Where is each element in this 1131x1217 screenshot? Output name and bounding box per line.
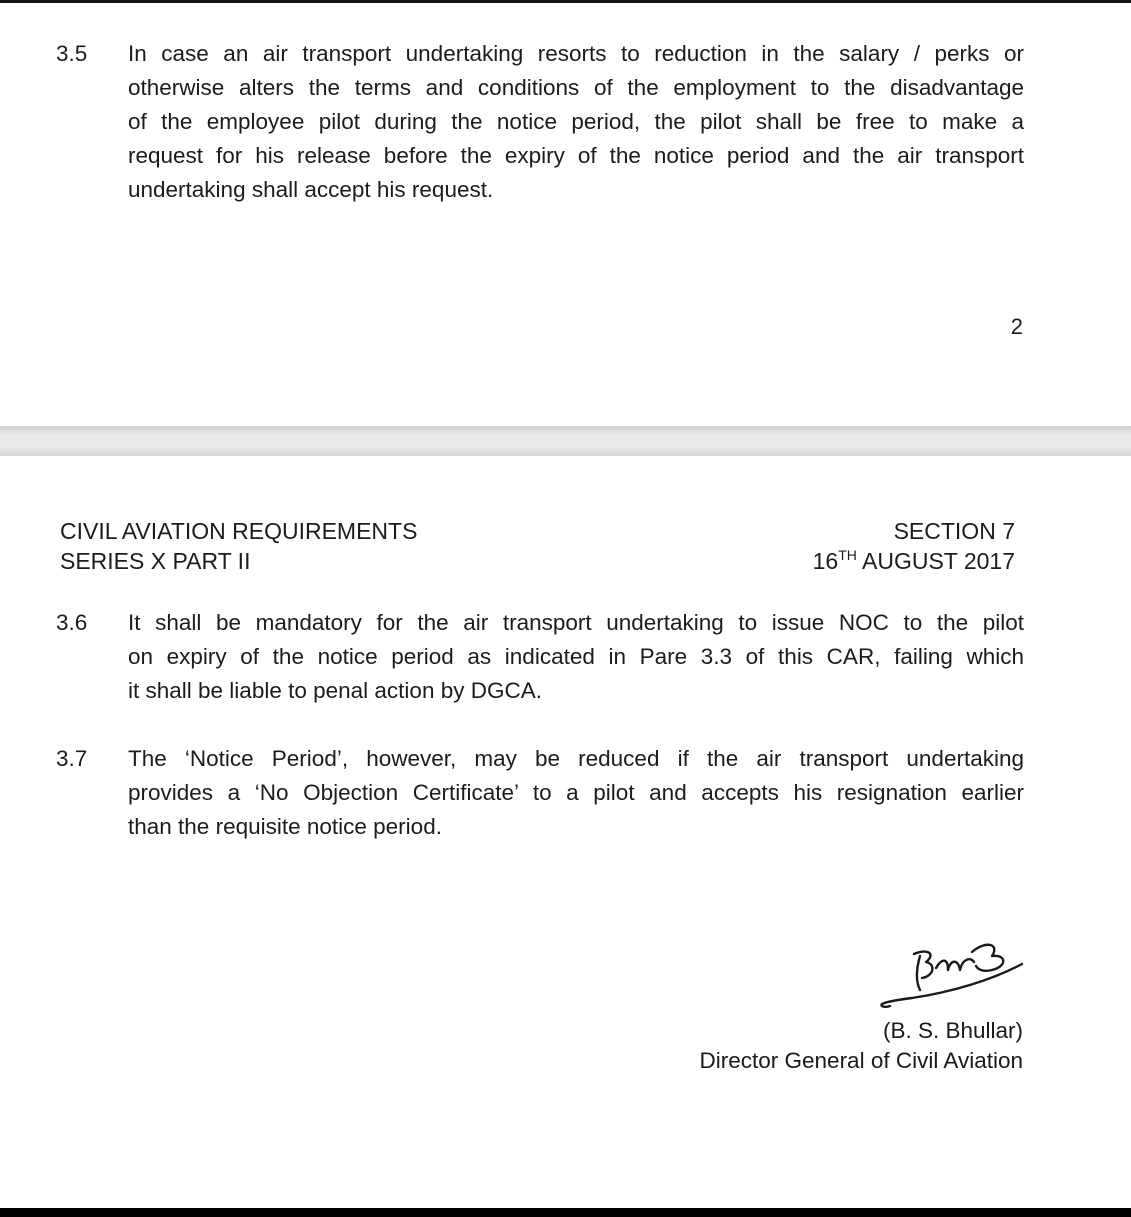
- paragraph-3-5: [56, 37, 1024, 207]
- text-line: It shall be mandatory for the air transport undertaking to issue NOC to the pilot: [128, 610, 1024, 635]
- signatory-name: (B. S. Bhullar): [882, 1018, 1023, 1043]
- text-line: In case an air transport undertaking resorts to reduction in the salary / perks or: [128, 41, 1024, 66]
- paragraph-text: [128, 742, 1024, 844]
- handwritten-signature: [872, 930, 1032, 1014]
- header-title: CIVIL AVIATION REQUIREMENTS: [60, 518, 418, 544]
- top-rule: [0, 0, 1131, 3]
- header-series: SERIES X PART II: [60, 548, 251, 574]
- text-line: The ‘Notice Period’, however, may be reduced if the air transport undertaking: [128, 746, 1024, 771]
- paragraph-number: 3.5: [56, 41, 88, 66]
- text-line: on expiry of the notice period as indicated in Pare 3.3 of this CAR, failing which: [128, 644, 1024, 669]
- paragraph-3-7: [56, 742, 1024, 844]
- date-day: 16: [812, 548, 839, 574]
- text-line: of the employee pilot during the notice period, the pilot shall be free to make a: [128, 109, 1024, 134]
- date-month-year: AUGUST 2017: [856, 548, 1015, 574]
- paragraph-text: [128, 606, 1024, 708]
- text-line: provides a ‘No Objection Certificate’ to a pilot and accepts his resignation earlier: [128, 780, 1024, 805]
- text-line: it shall be liable to penal action by DGCA.: [128, 678, 542, 703]
- paragraph-number: 3.7: [56, 746, 88, 771]
- text-line: request for his release before the expiry of the notice period and the air transport: [128, 143, 1024, 168]
- page-separator: [0, 426, 1131, 456]
- signatory-title: Director General of Civil Aviation: [699, 1048, 1023, 1073]
- document-header-left: [60, 516, 417, 576]
- paragraph-3-6: [56, 606, 1024, 708]
- header-date: [813, 546, 1015, 576]
- text-line: otherwise alters the terms and conditions of the employment to the disadvantage: [128, 75, 1024, 100]
- document-header-right: [813, 516, 1015, 576]
- header-section: SECTION 7: [893, 518, 1015, 544]
- date-suffix: TH: [838, 547, 857, 563]
- text-line: undertaking shall accept his request.: [128, 177, 494, 202]
- paragraph-text: [128, 37, 1024, 207]
- text-line: than the requisite notice period.: [128, 814, 442, 839]
- paragraph-number: 3.6: [56, 610, 88, 635]
- bottom-rule: [0, 1208, 1131, 1217]
- page-number: 2: [1010, 314, 1023, 339]
